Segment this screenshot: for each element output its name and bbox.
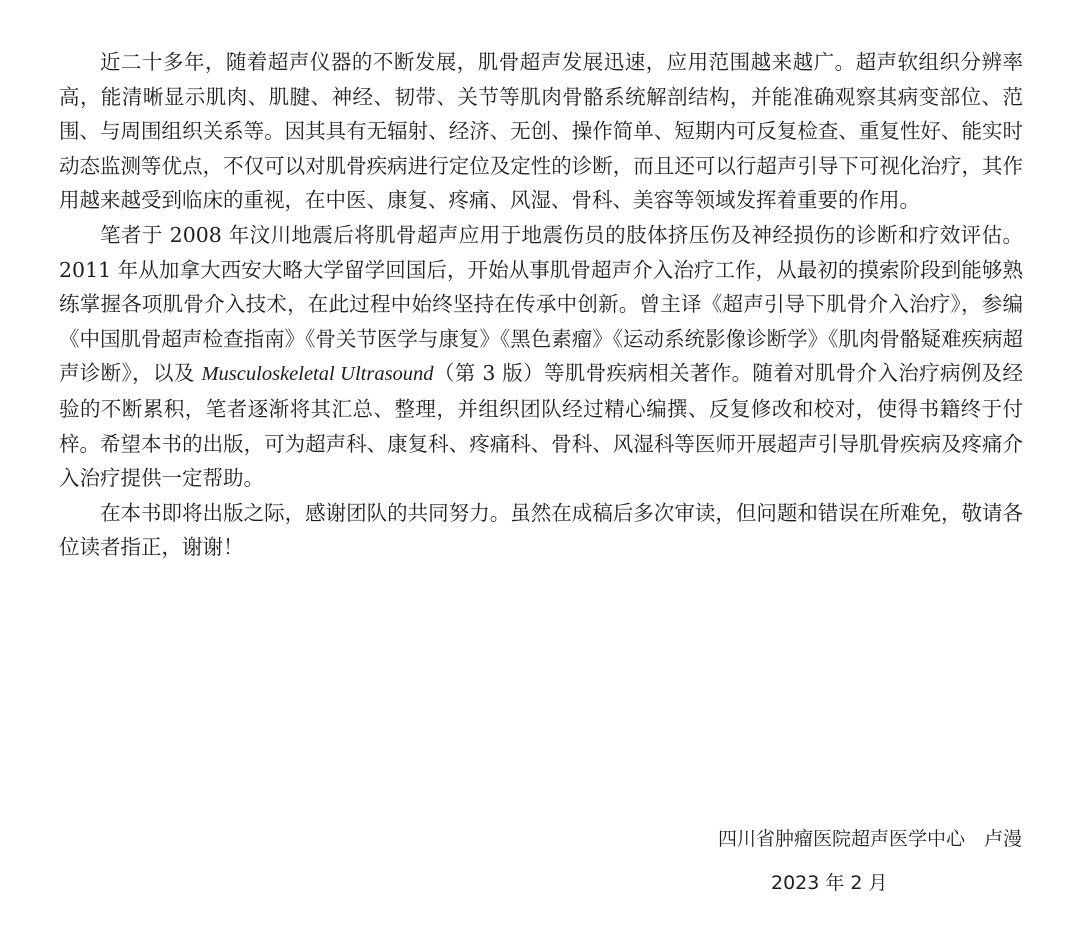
preface-body [59,45,1023,565]
preface-paragraph-1: 近二十多年，随着超声仪器的不断发展，肌骨超声发展迅速，应用范围越来越广。超声软组织分辨率高，能清晰显示肌肉、肌腱、神经、韧带、关节等肌肉骨骼系统解剖结构，并能准确观察其病变部位、范围、与周围组织关系等。因其具有无辐射、经济、无创、操作简单、短期内可反复检查、重复性好、能实时动态监测等优点，不仅可以对肌骨疾病进行定位及定性的诊断，而且还可以行超声引导下可视化治疗，其作用越来越受到临床的重视，在中医、康复、疼痛、风湿、骨科、美容等领域发挥着重要的作用。 [59,50,1023,213]
paragraph-2-text-end: （第 3 版）等肌骨疾病相关著作。随着对肌骨介入治疗病例及经验的不断累积，笔者逐渐将其汇总、整理，并组织团队经过精心编撰、反复修改和校对，使得书籍终于付梓。希望本书的出版，可为超声科、康复科、疼痛科、骨科、风湿科等医师开展超声引导肌骨疾病及疼痛介入治疗提供一定帮助。 [59,361,1023,491]
signature-date: 2023 年 2 月 [771,872,888,894]
preface-paragraph-3: 在本书即将出版之际，感谢团队的共同努力。虽然在成稿后多次审读，但问题和错误在所难免，敬请各位读者指正，谢谢！ [59,500,1023,560]
paragraph-2-text-start: 笔者于 2008 年汶川地震后将肌骨超声应用于地震伤员的肢体挤压伤及神经损伤的诊断和疗效评估。2011 年从加拿大西安大略大学留学回国后，开始从事肌骨超声介入治疗工作，从最初的摸索阶段到能够熟练掌握各项肌骨介入技术，在此过程中始终坚持在传承中创新。曾主译《超声引导下肌骨介入治疗》，参编《中国肌骨超声检查指南》《骨关节医学与康复》《黑色素瘤》《运动系统影像诊断学》《肌肉骨骼疑难疾病超声诊断》，以及 [59,222,1023,386]
signature-organization-author: 四川省肿瘤医院超声医学中心 卢漫 [717,828,1022,850]
preface-paragraph-2 [59,218,1023,496]
book-title-italic: Musculoskeletal Ultrasound [201,363,434,386]
